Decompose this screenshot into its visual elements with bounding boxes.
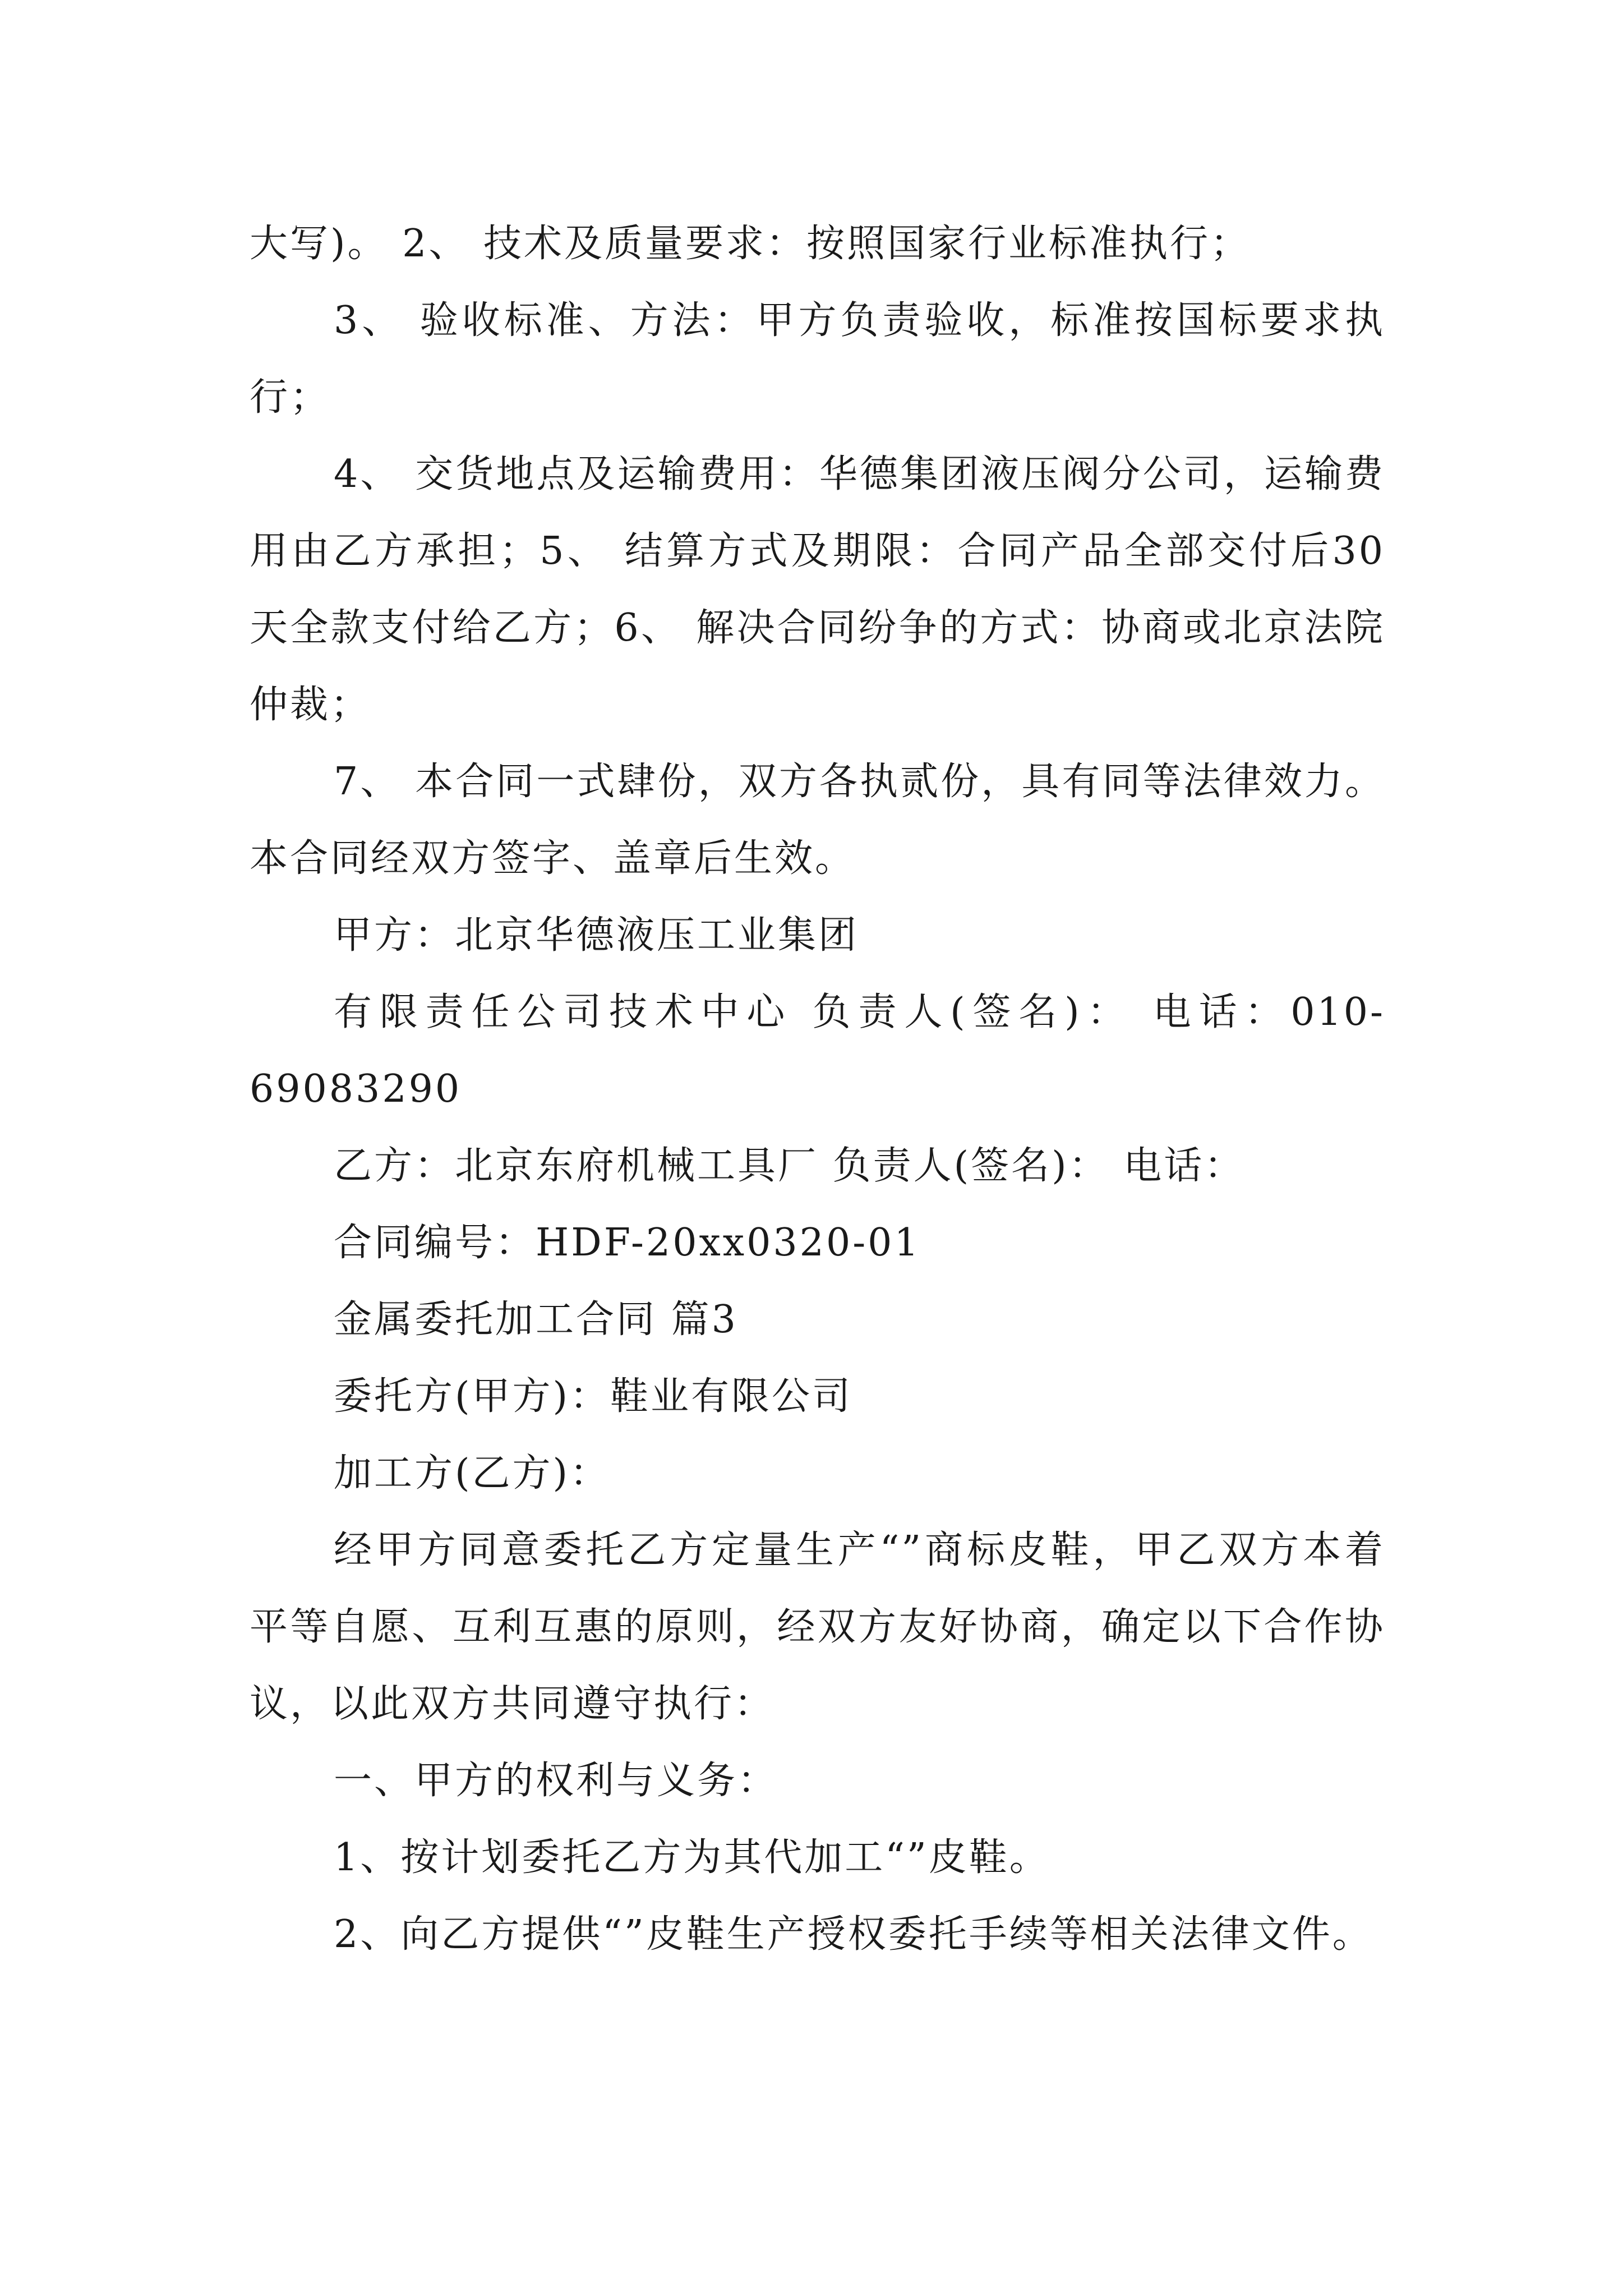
paragraph-4: 7、 本合同一式肆份，双方各执贰份，具有同等法律效力。本合同经双方签字、盖章后生效。 (250, 760, 1385, 881)
client-line: 委托方(甲方)：鞋业有限公司 (334, 1374, 853, 1419)
party-b-line: 乙方：北京东府机械工具厂 负责人(签名)： 电话： (334, 1144, 1245, 1188)
clause-item-2: 2、向乙方提供“”皮鞋生产授权委托手续等相关法律文件。 (334, 1912, 1373, 1957)
party-a-line: 甲方：北京华德液压工业集团 (334, 913, 859, 958)
paragraph-intro: 经甲方同意委托乙方定量生产“”商标皮鞋，甲乙双方本着平等自愿、互利互惠的原则，经双方友好协商，确定以下合作协议，以此双方共同遵守执行： (250, 1528, 1385, 1726)
clause-item-1: 1、按计划委托乙方为其代加工“”皮鞋。 (334, 1835, 1050, 1880)
contract-number: 合同编号：HDF-20xx0320-01 (334, 1221, 921, 1265)
paragraph-2: 3、 验收标准、方法：甲方负责验收，标准按国标要求执行； (250, 298, 1385, 420)
processor-line: 加工方(乙方)： (334, 1451, 611, 1496)
paragraph-3: 4、 交货地点及运输费用：华德集团液压阀分公司，运输费用由乙方承担；5、 结算方式及期限：合同产品全部交付后30天全款支付给乙方；6、 解决合同纷争的方式：协商或北京法院仲裁； (250, 452, 1385, 727)
party-a-contact-line: 有限责任公司技术中心 负责人(签名)： 电话：010-69083290 (250, 990, 1385, 1111)
section-title: 金属委托加工合同 篇3 (334, 1297, 738, 1342)
paragraph-1: 大写)。 2、 技术及质量要求：按照国家行业标准执行； (250, 222, 1251, 266)
clause-heading: 一、甲方的权利与义务： (334, 1759, 778, 1803)
document-body (250, 205, 1385, 1973)
